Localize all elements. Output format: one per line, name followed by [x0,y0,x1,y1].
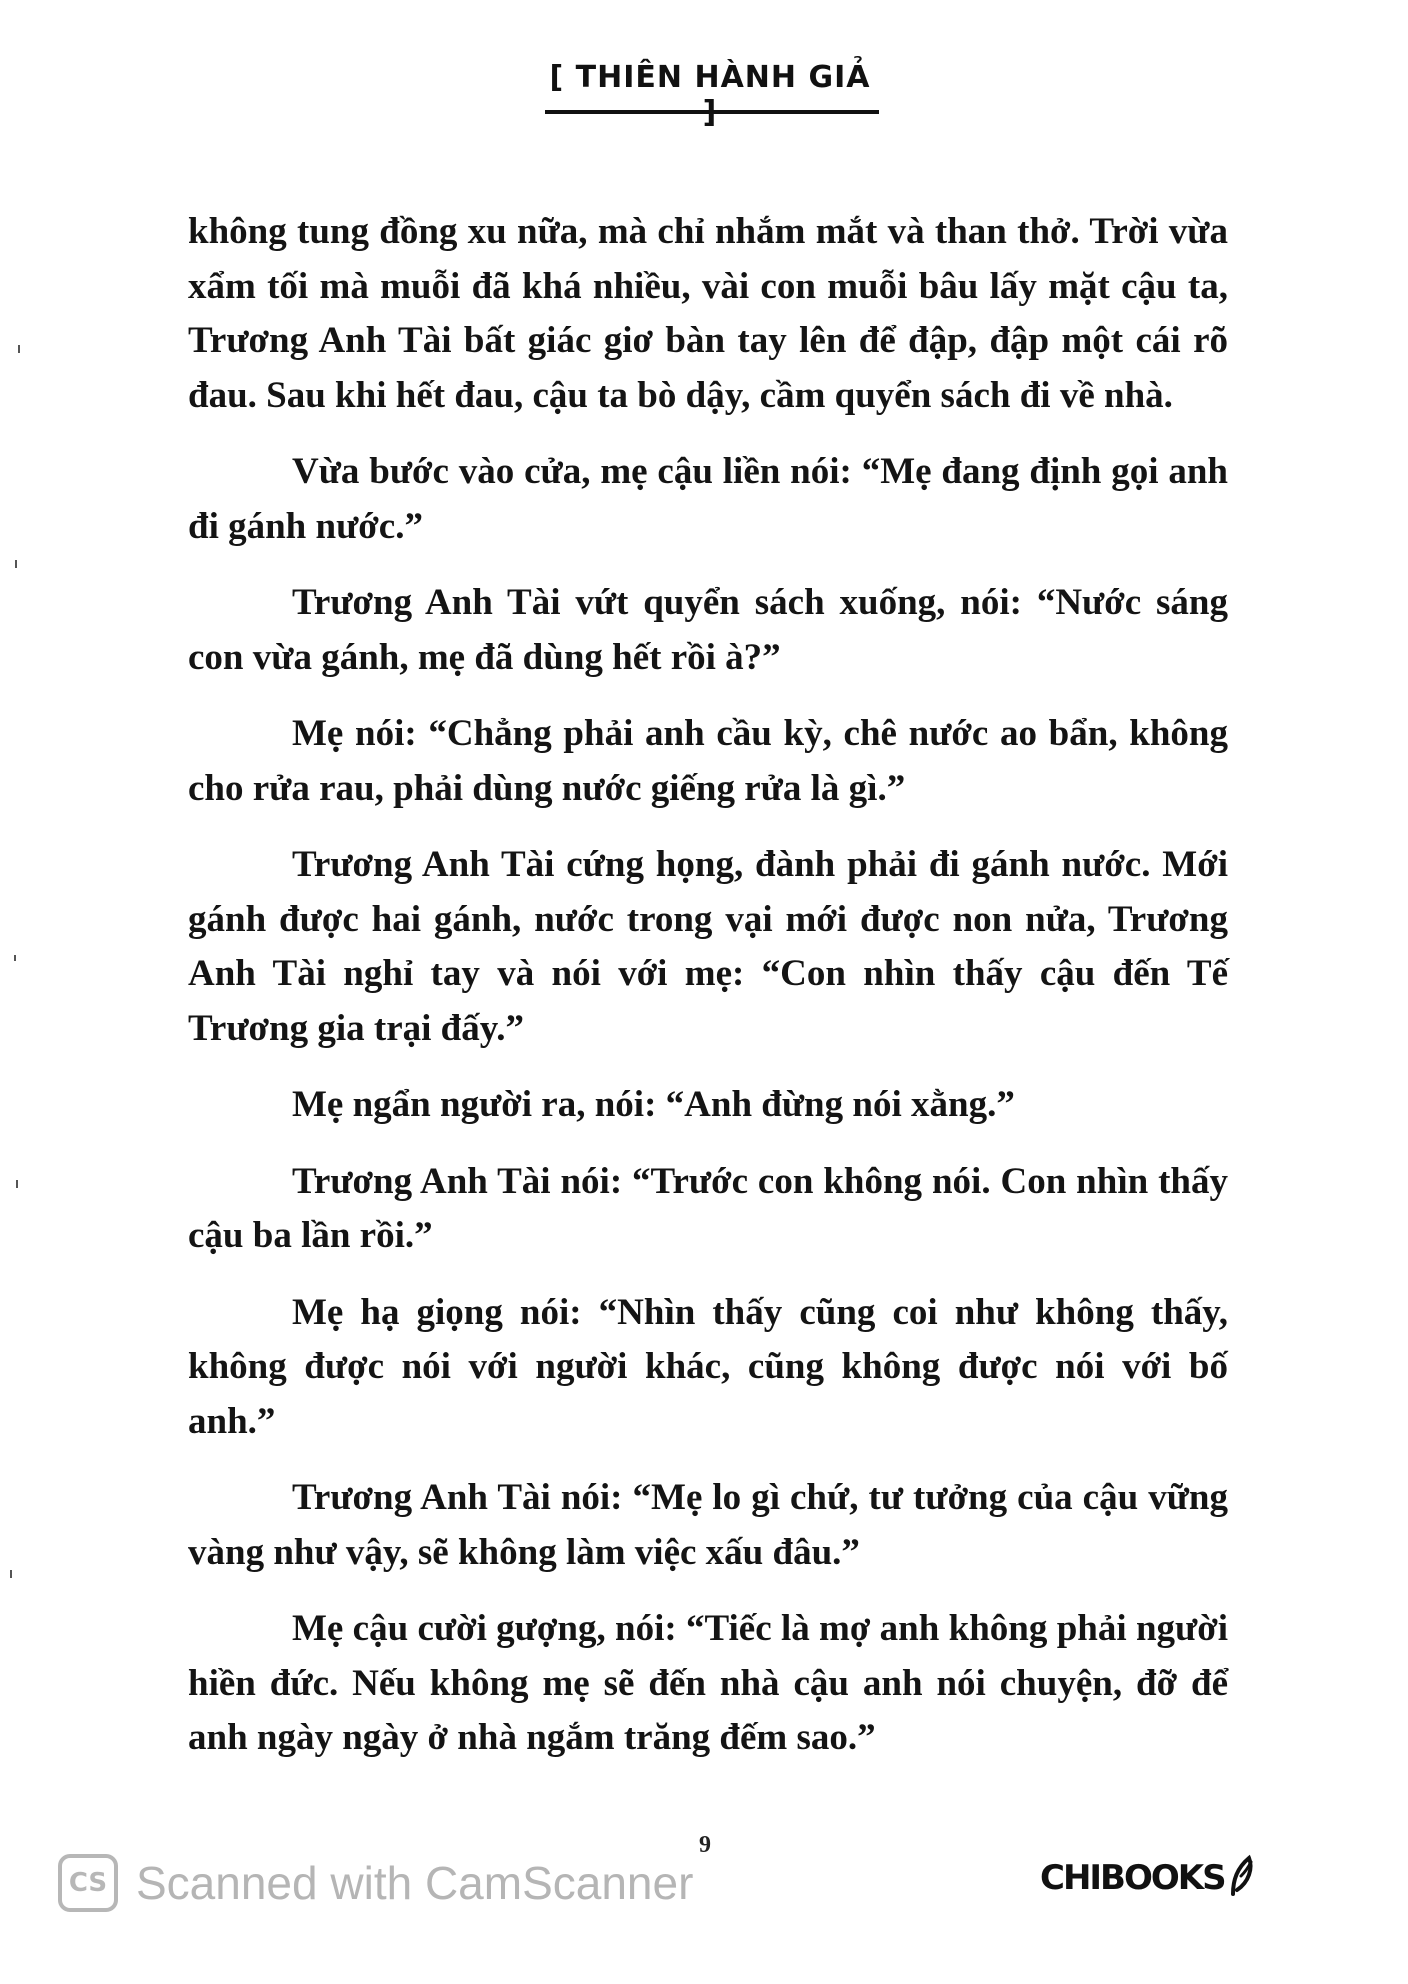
paragraph-6: Mẹ ngẩn người ra, nói: “Anh đừng nói xằng.” [292,1084,1015,1125]
leaf-icon [1227,1854,1257,1898]
paragraph-3: Trương Anh Tài vứt quyển sách xuống, nói: “Nước sáng con vừa gánh, mẹ đã dùng hết rồi à?” [188,582,1228,678]
publisher-name: CHIBOOKS [1040,1858,1225,1898]
watermark-text: Scanned with CamScanner [136,1857,694,1909]
paragraph-4: Mẹ nói: “Chẳng phải anh cầu kỳ, chê nước ao bẩn, không cho rửa rau, phải dùng nước giếng rửa là gì.” [188,713,1228,809]
scan-speck [10,1570,12,1578]
scan-speck [14,955,16,961]
scan-speck [16,1180,18,1188]
page-number: 9 [699,1832,711,1858]
paragraph-2: Vừa bước vào cửa, mẹ cậu liền nói: “Mẹ đang định gọi anh đi gánh nước.” [188,451,1228,547]
publisher-logo [1040,1854,1257,1898]
camscanner-watermark [58,1854,693,1912]
paragraph-9: Trương Anh Tài nói: “Mẹ lo gì chứ, tư tưởng của cậu vững vàng như vậy, sẽ không làm việc xấu đâu.” [188,1477,1228,1573]
paragraph-10: Mẹ cậu cười gượng, nói: “Tiếc là mợ anh không phải người hiền đức. Nếu không mẹ sẽ đến nhà cậu anh nói chuyện, đỡ để anh ngày ngày ở nhà ngắm trăng đếm sao.” [188,1608,1228,1758]
header-underline [545,110,879,114]
camscanner-logo-icon: CS [58,1854,118,1912]
paragraph-1: không tung đồng xu nữa, mà chỉ nhắm mắt và than thở. Trời vừa xẩm tối mà muỗi đã khá nhiều, vài con muỗi bâu lấy mặt cậu ta, Trương Anh Tài bất giác giơ bàn tay lên để đập, đập một cái rõ đau. Sau khi hết đau, cậu ta bò dậy, cầm quyển sách đi về nhà. [188,211,1228,416]
page-body [188,205,1228,1788]
paragraph-7: Trương Anh Tài nói: “Trước con không nói. Con nhìn thấy cậu ba lần rồi.” [188,1160,1228,1256]
paragraph-8: Mẹ hạ giọng nói: “Nhìn thấy cũng coi như không thấy, không được nói với người khác, cũng không được nói với bố anh.” [188,1291,1228,1442]
scan-speck [18,345,20,353]
running-header: [ THIÊN HÀNH GIẢ [549,60,871,95]
paragraph-5: Trương Anh Tài cứng họng, đành phải đi gánh nước. Mới gánh được hai gánh, nước trong vại mới được non nửa, Trương Anh Tài nghỉ tay và nói với mẹ: “Con nhìn thấy cậu đến Tế Trương gia trại đấy.” [188,844,1228,1049]
scan-speck [15,560,17,568]
